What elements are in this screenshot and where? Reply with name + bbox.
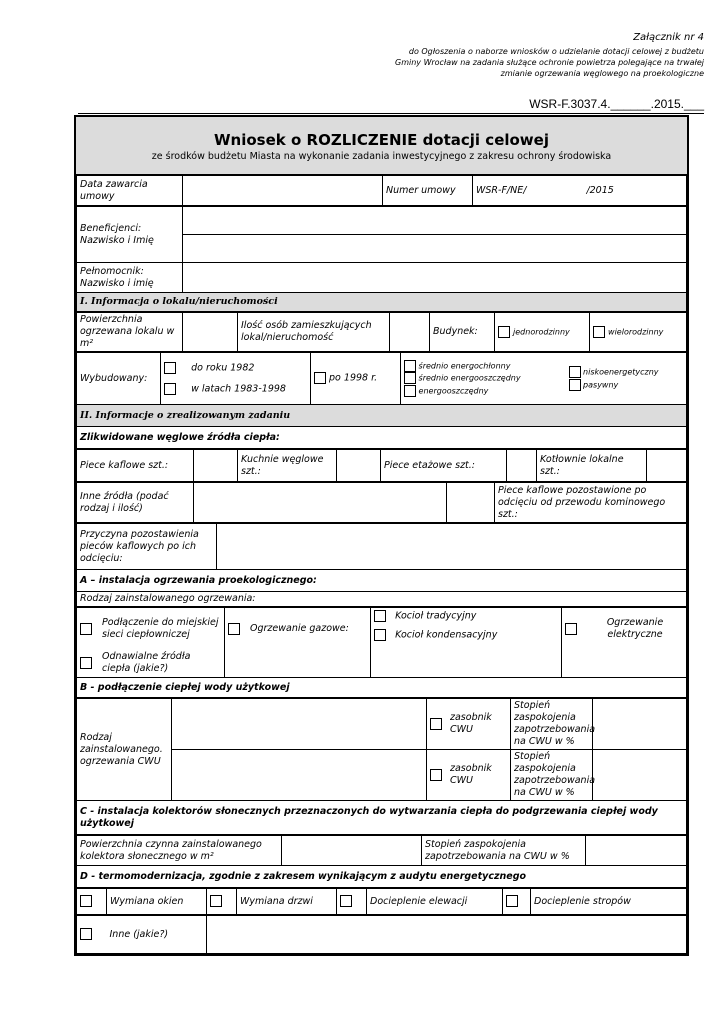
gas-heating-extra[interactable] <box>225 650 371 678</box>
residents-label: Ilość osób zamieszkujących lokal/nieruchomość <box>238 313 390 352</box>
windows-checkbox[interactable] <box>80 895 92 907</box>
tank-checkbox-2[interactable] <box>430 769 442 781</box>
tank-option-2[interactable] <box>427 750 511 801</box>
ceilings-label: Docieplenie stropów <box>531 889 687 915</box>
hot-water-degree-label-2: Stopień zaspokojenia zapotrzebowania na CWU w % <box>511 750 593 801</box>
annex-line: do Ogłoszenia o naborze wniosków o udzielanie dotacji celowej z budżetu <box>408 47 704 56</box>
reason-input[interactable] <box>217 524 687 570</box>
annex-line: zmianie ogrzewania węglowego na proekologiczne <box>500 69 704 78</box>
facade-checkbox[interactable] <box>340 895 352 907</box>
other-checkbox-cell[interactable] <box>77 916 107 954</box>
annex-label: Załącznik nr 4 <box>633 32 704 43</box>
windows-label: Wymiana okien <box>107 889 207 915</box>
until-1982-label: do roku 1982 <box>191 362 255 374</box>
doors-checkbox[interactable] <box>210 895 222 907</box>
tank-checkbox-1[interactable] <box>430 718 442 730</box>
residents-input[interactable] <box>390 313 430 352</box>
reference-underline <box>78 113 704 114</box>
kitchens-input[interactable] <box>337 450 381 482</box>
other-sources-label: Inne źródła (podać rodzaj i ilość) <box>77 483 194 523</box>
removed-sources-title: Zlikwidowane węglowe źródła ciepła: <box>77 427 687 449</box>
energy-label-3: energooszczędny <box>418 386 489 396</box>
low-energy-label: niskoenergetyczny <box>583 367 659 377</box>
facade-label: Docieplenie elewacji <box>367 889 503 915</box>
other-input[interactable] <box>207 916 687 954</box>
form-title: Wniosek o ROZLICZENIE dotacji celowej <box>214 131 549 149</box>
energy-label-2: średnio energooszczędny <box>418 373 521 383</box>
section-a-title: A – instalacja ogrzewania proekologicznego: <box>77 570 687 592</box>
solar-degree-input[interactable] <box>586 836 687 866</box>
gas-heating-label: Ogrzewanie gazowe: <box>250 622 349 634</box>
single-family-checkbox[interactable] <box>498 326 510 338</box>
beneficiary-table <box>76 206 687 312</box>
electric-heating-label: Ogrzewanie elektryczne <box>606 616 664 640</box>
beneficiaries-label: Beneficjenci: Nazwisko i Imię <box>77 207 183 263</box>
other-checkbox[interactable] <box>80 928 92 940</box>
district-heating-label: Podłączenie do miejskiej sieci ciepłowniczej <box>102 616 219 640</box>
tank-option-1[interactable] <box>427 699 511 750</box>
other-sources-table <box>76 482 687 523</box>
renewable-checkbox[interactable] <box>80 657 92 669</box>
beneficiary-input-1[interactable] <box>183 207 687 235</box>
form-title-box <box>76 117 687 175</box>
section-d-title: D - termomodernizacja, zgodnie z zakresem wynikającym z audytu energetycznego <box>77 866 687 888</box>
hot-water-table <box>76 698 687 835</box>
traditional-boiler-label: Kocioł tradycyjny <box>395 610 477 622</box>
hot-water-type-input-1[interactable] <box>172 699 427 750</box>
renewable-label: Odnawialne źródła ciepła (jakie?) <box>102 651 191 675</box>
gas-heating-option[interactable] <box>225 608 371 650</box>
after-1998-label: po 1998 r. <box>329 372 378 384</box>
construction-table <box>76 352 687 449</box>
built-year-options <box>161 353 311 405</box>
single-family-label: jednorodzinny <box>513 327 570 337</box>
solar-table <box>76 835 687 888</box>
condensing-boiler-label: Kocioł kondensacyjny <box>395 629 498 640</box>
electric-heating-extra[interactable] <box>562 650 687 678</box>
thermo-table <box>76 888 687 915</box>
other-label: Inne (jakie?) <box>107 916 207 954</box>
energy-checkbox-2[interactable] <box>404 372 416 384</box>
boiler-type-options <box>371 608 562 678</box>
building-label: Budynek: <box>430 313 495 352</box>
after-1998-option[interactable] <box>311 353 401 405</box>
section-b-title: B - podłączenie ciepłej wody użytkowej <box>77 678 687 698</box>
multi-family-checkbox[interactable] <box>593 326 605 338</box>
passive-checkbox[interactable] <box>569 379 581 391</box>
boilers-label: Kotłownie lokalne szt.: <box>537 450 647 482</box>
tank-label-1: zasobnik CWU <box>450 712 492 735</box>
removed-sources-table <box>76 449 687 482</box>
floor-stoves-label: Piece etażowe szt.: <box>381 450 507 482</box>
area-input[interactable] <box>183 313 238 352</box>
after-1998-checkbox[interactable] <box>314 372 326 384</box>
years-1983-1998-checkbox[interactable] <box>164 383 176 395</box>
standard-options <box>566 353 687 405</box>
contract-number-label: Numer umowy <box>383 176 473 206</box>
annex-description <box>395 46 704 79</box>
condensing-boiler-checkbox[interactable] <box>374 629 386 641</box>
low-energy-checkbox[interactable] <box>569 366 581 378</box>
multi-family-label: wielorodzinny <box>608 327 664 337</box>
hot-water-degree-label-1: Stopień zaspokojenia zapotrzebowania na CWU w % <box>511 699 593 750</box>
applicant-table <box>76 175 687 206</box>
traditional-boiler-checkbox[interactable] <box>374 610 386 622</box>
passive-label: pasywny <box>583 380 619 389</box>
windows-checkbox-cell[interactable] <box>77 889 107 915</box>
proxy-label: Pełnomocnik: Nazwisko i imię <box>77 263 183 293</box>
energy-label-1: średnio energochłonny <box>418 361 511 371</box>
reason-label: Przyczyna pozostawienia pieców kaflowych po ich odcięciu: <box>77 524 217 570</box>
section-2-title: II. Informacje o zrealizowanym zadaniu <box>77 405 687 427</box>
ceilings-checkbox[interactable] <box>506 895 518 907</box>
years-1983-1998-label: w latach 1983-1998 <box>191 383 286 394</box>
application-form <box>74 115 689 956</box>
ceilings-checkbox-cell[interactable] <box>503 889 531 915</box>
reason-table <box>76 523 687 607</box>
until-1982-checkbox[interactable] <box>164 362 176 374</box>
tile-stoves-input[interactable] <box>194 450 238 482</box>
doors-label: Wymiana drzwi <box>237 889 337 915</box>
remaining-stoves-input[interactable] <box>447 483 495 523</box>
electric-heating-option[interactable] <box>562 608 687 650</box>
doors-checkbox-cell[interactable] <box>207 889 237 915</box>
section-c-title: C - instalacja kolektorów słonecznych przeznaczonych do wytwarzania ciepła do podgrzewania ciepłej wody użytkowej <box>77 801 687 835</box>
area-label: Powierzchnia ogrzewana lokalu w m² <box>77 313 183 352</box>
energy-options <box>401 353 566 405</box>
floor-stoves-input[interactable] <box>507 450 537 482</box>
heating-type-label: Rodzaj zainstalowanego ogrzewania: <box>77 592 687 607</box>
single-family-option[interactable] <box>495 313 590 352</box>
multi-family-option[interactable] <box>590 313 687 352</box>
hot-water-type-label: Rodzaj zainstalowanego. ogrzewania CWU <box>77 699 172 801</box>
contract-number-suffix: /2015 <box>586 184 614 196</box>
electric-heating-checkbox[interactable] <box>565 623 577 635</box>
district-heating-checkbox[interactable] <box>80 623 92 635</box>
boilers-input[interactable] <box>647 450 687 482</box>
contract-date-label: Data zawarcia umowy <box>77 176 183 206</box>
property-table <box>76 312 687 352</box>
hot-water-type-input-2[interactable] <box>172 750 427 801</box>
contract-number-input[interactable] <box>473 176 687 206</box>
renewable-option[interactable] <box>77 650 225 678</box>
heating-type-table <box>76 607 687 698</box>
built-label: Wybudowany: <box>77 353 161 405</box>
hot-water-degree-input-2[interactable] <box>593 750 687 801</box>
solar-area-label: Powierzchnia czynna zainstalowanego kolektora słonecznego w m² <box>77 836 282 866</box>
contract-number-prefix: WSR-F/NE/ <box>476 184 527 196</box>
facade-checkbox-cell[interactable] <box>337 889 367 915</box>
kitchens-label: Kuchnie węglowe szt.: <box>238 450 337 482</box>
energy-checkbox-3[interactable] <box>404 385 416 397</box>
tile-stoves-label: Piece kaflowe szt.: <box>77 450 194 482</box>
annex-line: Gminy Wrocław na zadania służące ochronie powietrza polegające na trwałej <box>395 58 704 67</box>
thermo-other-table <box>76 915 687 954</box>
proxy-input[interactable] <box>183 263 687 293</box>
gas-heating-checkbox[interactable] <box>228 623 240 635</box>
form-subtitle: ze środków budżetu Miasta na wykonanie zadania inwestycyjnego z zakresu ochrony środowiska <box>151 151 612 162</box>
district-heating-option[interactable] <box>77 608 225 650</box>
hot-water-degree-input-1[interactable] <box>593 699 687 750</box>
tank-label-2: zasobnik CWU <box>450 763 492 786</box>
contract-date-input[interactable] <box>183 176 383 206</box>
section-1-title: I. Informacja o lokalu/nieruchomości <box>77 293 687 312</box>
energy-checkbox-1[interactable] <box>404 360 416 372</box>
other-sources-input[interactable] <box>194 483 447 523</box>
solar-degree-label: Stopień zaspokojenia zapotrzebowania na CWU w % <box>422 836 586 866</box>
reference-number[interactable]: WSR-F.3037.4.______.2015.___ <box>529 97 704 111</box>
remaining-stoves-label: Piece kaflowe pozostawione po odcięciu od przewodu kominowego szt.: <box>495 483 687 523</box>
solar-area-input[interactable] <box>282 836 422 866</box>
beneficiary-input-2[interactable] <box>183 235 687 263</box>
